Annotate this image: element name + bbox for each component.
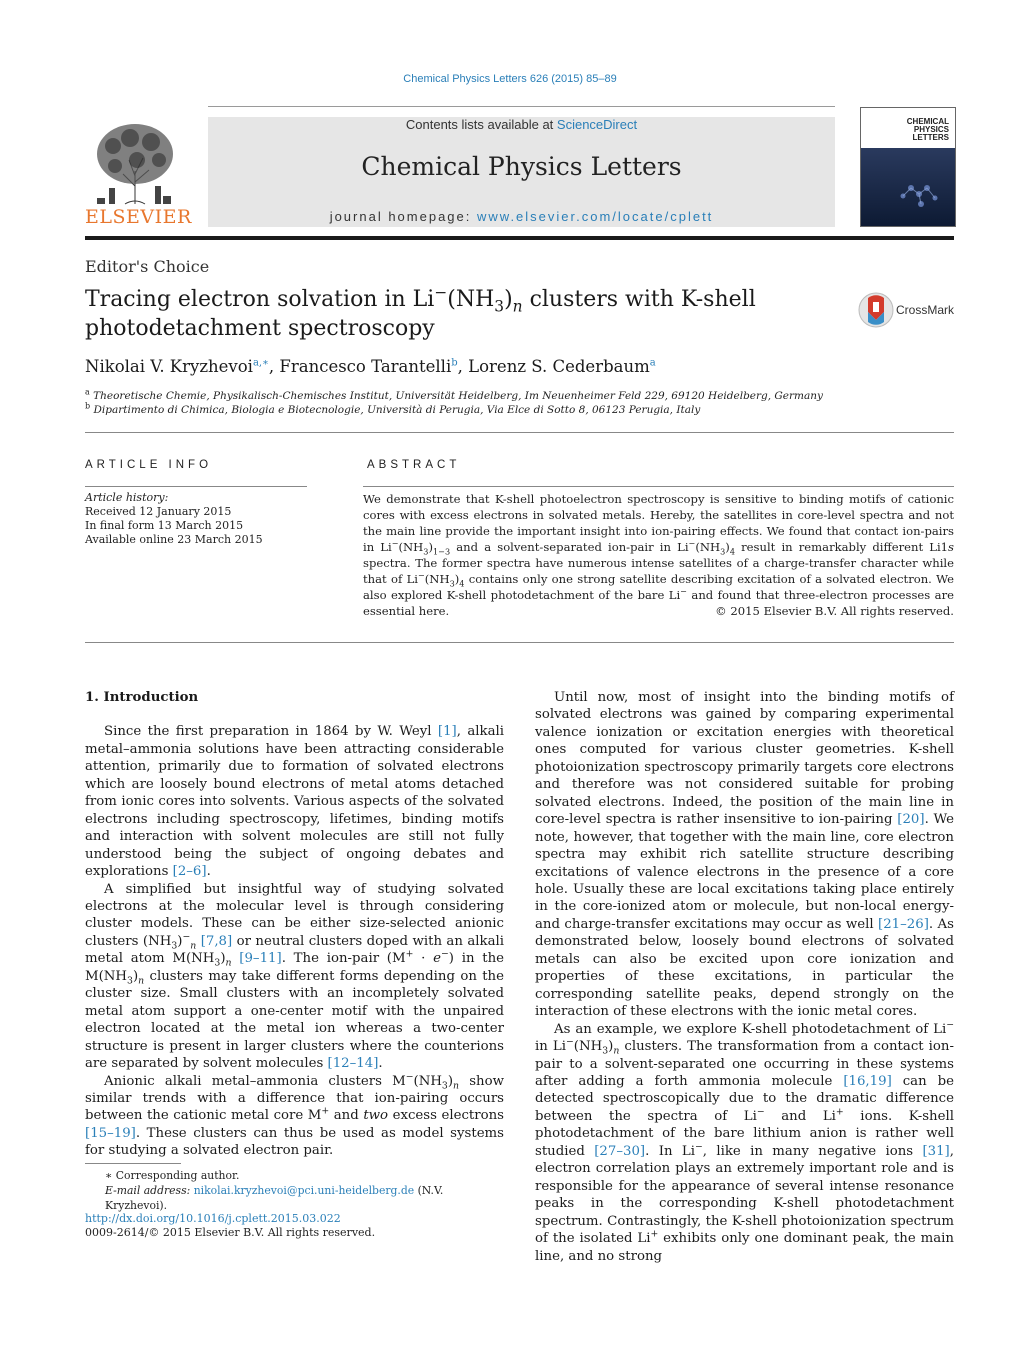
author-name[interactable]: Nikolai V. Kryzhevoi [85,357,253,376]
crossmark-label: CrossMark [896,303,955,317]
author-affiliation-marker[interactable]: b [451,357,458,369]
section-label: Editor's Choice [85,257,210,276]
abstract-copyright: © 2015 Elsevier B.V. All rights reserved. [715,604,954,618]
online-date: Available online 23 March 2015 [85,533,263,546]
masthead-bottom-rule [85,236,954,240]
article-title: Tracing electron solvation in $Li^-(NH_3)_n$ clusters with K-shell photodetachment spectroscopy [85,283,756,341]
divider [363,486,954,487]
reference-link[interactable]: [7,8] [200,933,233,949]
author-email-link[interactable]: nikolai.kryzhevoi@pci.uni-heidelberg.de [193,1184,415,1197]
doi-link[interactable]: http://dx.doi.org/10.1016/j.cplett.2015.03.022 [85,1212,341,1225]
section-heading-introduction: 1. Introduction [85,690,199,705]
abstract-text: We demonstrate that K-shell photoelectron spectroscopy is sensitive to binding motifs of cationic cores with excess electrons in solvated metals. Hereby, the satellites in core-level spectra and not the main line provide the important insight into ion-pairing effects. We found that contact ion-pairs in $Li^-(NH_3)_{1-3}$ and a solvent-separated ion-pair in $Li^-(NH_3)_4$ result in remarkably different Li1s spectra. The former spectra have numerous intense satellites of a charge-transfer character while that of $Li^-(NH_3)_4$ contains only one strong satellite describing excitation of a solvated electron. We also explored K-shell photodetachment of the bare Li− and found that three-electron processes are essential here. [363,492,955,618]
corresponding-author-note: ∗ Corresponding author. [105,1169,240,1182]
author-name[interactable]: Lorenz S. Cederbaum [468,357,650,376]
journal-citation[interactable]: Chemical Physics Letters 626 (2015) 85–89 [403,73,617,85]
divider [85,486,307,487]
reference-link[interactable]: [1] [437,724,457,740]
divider [85,642,954,643]
author-name[interactable]: Francesco Tarantelli [279,357,452,376]
reference-link[interactable]: [15–19] [85,1125,136,1141]
revised-date: In final form 13 March 2015 [85,519,244,532]
abstract-heading: ABSTRACT [367,459,461,471]
sciencedirect-link[interactable]: ScienceDirect [556,117,638,132]
cover-title: CHEMICAL PHYSICS LETTERS [906,117,949,142]
paragraph: A simplified but insightful way of studying solvated electrons at the molecular level is through considering cluster models. These can be either size-selected anionic clusters $(NH_3)^-_n$ [7,8] or neutral clusters doped with an alkali metal atom $M(NH_3)_n$ [9–11]. The ion-pair (M+ · e−) in the $M(NH_3)_n$ clusters may take different forms depending on the cluster size. Small clusters with an incompletely solvated metal atom support a one-center motif with the unpaired electron located at the metal ion whereas a two-center structure is present in larger clusters where the counterions are separated by solvent molecules [12–14]. [85,881,505,1072]
issn-copyright: 0009-2614/© 2015 Elsevier B.V. All rights reserved. [85,1226,376,1239]
footnote [85,1168,504,1213]
body-column-left [85,689,504,1160]
history-label: Article history: [85,491,169,504]
email-note: E-mail address: nikolai.kryzhevoi@pci.uni-heidelberg.de (N.V. Kryzhevoi). [105,1184,444,1212]
article-info-heading: ARTICLE INFO [85,459,213,471]
journal-cover-thumbnail[interactable] [860,107,956,227]
homepage-prefix: journal homepage: [329,209,477,224]
author-list: Nikolai V. Kryzhevoi$^{a,∗}$, Francesco Tarantelli$^b$, Lorenz S. Cederbaum$^a$ [85,357,656,376]
journal-title: Chemical Physics Letters [361,152,682,181]
crossmark-icon[interactable] [858,290,958,330]
elsevier-wordmark: ELSEVIER [85,206,192,228]
journal-homepage [208,209,835,224]
homepage-link[interactable]: www.elsevier.com/locate/cplett [477,209,714,224]
reference-link[interactable]: [12–14] [327,1056,379,1072]
masthead-top-rule [208,106,835,107]
reference-link[interactable]: [20] [897,812,925,828]
paragraph: Since the first preparation in 1864 by W. Weyl [1], alkali metal–ammonia solutions have been attracting considerable attention, primarily due to formation of solvated electrons which are loosely bound electrons of metal atoms detached from ionic cores into solvents. Various aspects of the solvated electrons including spectroscopy, lifetimes, binding motifs and interaction with solvent molecules are still not fully understood being the subject of ongoing debates and explorations [2–6]. [85,724,505,880]
contents-prefix: Contents lists available at [405,117,557,132]
received-date: Received 12 January 2015 [85,505,232,518]
affiliation-a: $^a$ Theoretische Chemie, Physikalisch-Chemisches Institut, Universität Heidelberg, Im Neuenheimer Feld 229, 69120 Heidelberg, Germany [85,387,823,402]
affiliation-b: $^b$ Dipartimento di Chimica, Biologia e Biotecnologie, Università di Perugia, Via Elce di Sotto 8, 06123 Perugia, Italy [85,401,701,416]
reference-link[interactable]: [31] [922,1143,950,1159]
reference-link[interactable]: [16,19] [843,1073,892,1089]
reference-link[interactable]: [27–30] [594,1143,646,1159]
paragraph: As an example, we explore K-shell photodetachment of Li− in $Li^-(NH_3)_n$ clusters. The transformation from a contact ion-pair to a solvent-separated one occurring in these systems after adding a forth ammonia molecule [16,19] can be detected spectroscopically due to the dramatic difference between the spectra of Li− and Li+ ions. K-shell photodetachment of the bare lithium anion is rather well studied [27–30]. In Li−, like in many negative ions [31], electron correlation plays an extremely important role and is responsible for the appearance of several intense resonance peaks in the corresponding K-shell photodetachment spectrum. Contrastingly, the K-shell photoionization spectrum of the isolated Li+ exhibits only one dominant peak, the main line, and no strong [535,1019,954,1264]
author-affiliation-marker[interactable]: a,∗ [252,357,269,369]
reference-link[interactable]: [9–11] [239,951,282,967]
paragraph: Anionic alkali metal–ammonia clusters $M^-(NH_3)_n$ show similar trends with a difference that ion-pairing occurs between the cationic metal core M+ and two excess electrons [15–19]. These clusters can thus be used as model systems for studying a solvated electron pair. [85,1071,504,1159]
body-column-right [535,689,954,1265]
reference-link[interactable]: [21–26] [878,916,929,932]
author-affiliation-marker[interactable]: a [649,357,656,369]
footnote-rule [85,1163,181,1164]
article-history [85,491,307,547]
contents-line [208,117,835,132]
reference-link[interactable]: [2–6] [172,864,207,880]
paragraph: Until now, most of insight into the binding motifs of solvated electrons was gained by comparing experimental valence ionization or excitation energies with theoretical ones computed for various cluster geometries. K-shell photoionization spectroscopy primarily targets core electrons and therefore was not considered suitable for probing solvated electrons. Indeed, the position of the main line in core-level spectra is rather insensitive to ion-pairing [20]. We note, however, that together with the main line, core electron spectra may exhibit rich satellite structure describing excitations of valence electrons in the presence of a core hole. Usually these are local excitations taking place entirely in the core-ionized atom or molecule, but non-local energy- and charge-transfer excitations may occur as well [21–26]. As demonstrated below, loosely bound electrons of solvated metals can also be excited upon core ionization and properties of these excitations, in particular the corresponding satellite peaks, depend strongly on the interaction of these electrons with the ionic metal cores. [535,690,955,1020]
cover-art-icon [861,148,955,226]
divider [85,432,954,433]
